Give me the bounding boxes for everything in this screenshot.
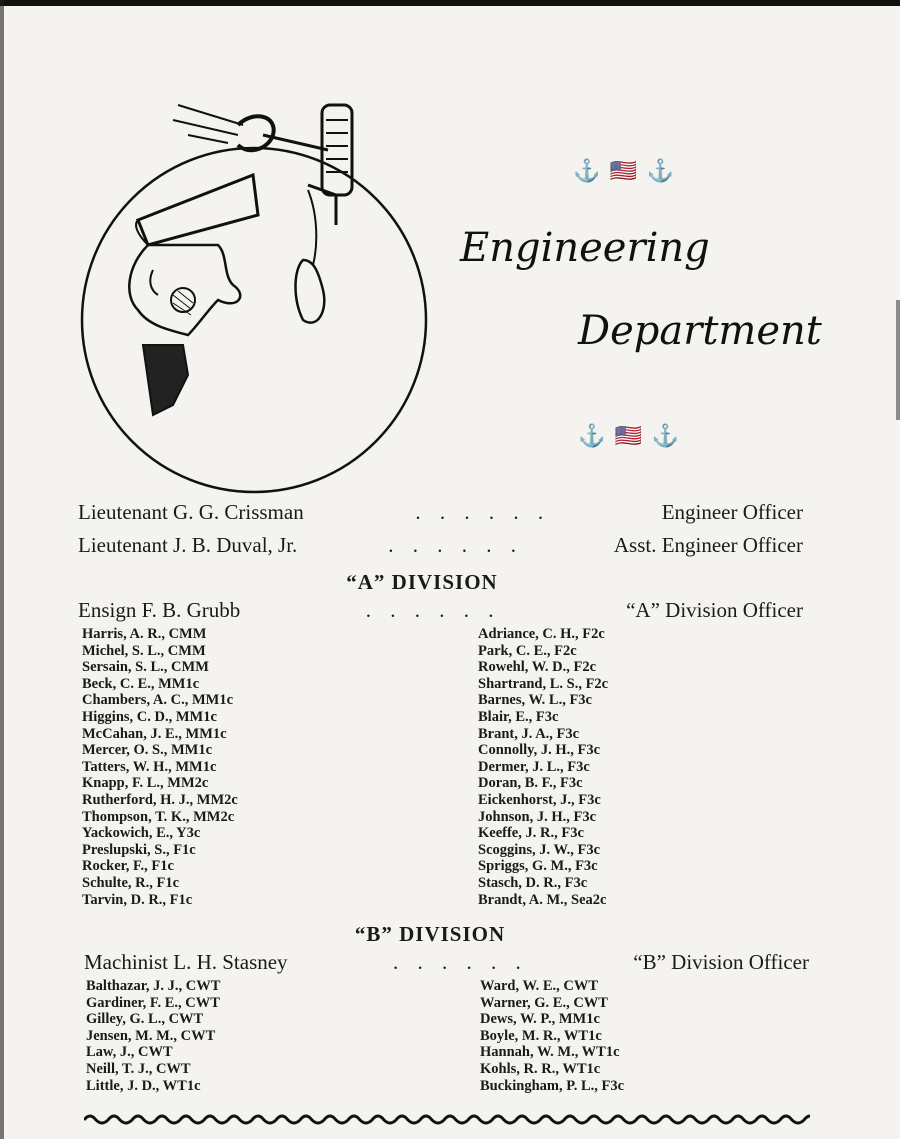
roster-entry: Law, J., CWT — [86, 1044, 173, 1061]
division-b-roster-left — [86, 978, 220, 1094]
roster-entry: Rutherford, H. J., MM2c — [82, 791, 238, 808]
roster-entry: Warner, G. E., CWT — [480, 994, 608, 1011]
officer-name: Lieutenant J. B. Duval, Jr. — [78, 533, 298, 557]
roster-entry: Tarvin, D. R., F1c — [82, 891, 193, 908]
roster-entry: Doran, B. F., F3c — [478, 775, 583, 792]
officer-role: “B” Division Officer — [633, 950, 809, 974]
roster-entry: Buckingham, P. L., F3c — [480, 1077, 625, 1094]
roster-entry: Eickenhorst, J., F3c — [478, 791, 601, 808]
officer-role: “A” Division Officer — [626, 598, 803, 622]
officer-role: Engineer Officer — [661, 500, 803, 524]
roster-entry: Hannah, W. M., WT1c — [480, 1044, 620, 1061]
roster-entry: Park, C. E., F2c — [478, 642, 577, 659]
roster-entry: Jensen, M. M., CWT — [86, 1027, 216, 1044]
roster-entry: Schulte, R., F1c — [82, 874, 180, 891]
roster-entry: Brant, J. A., F3c — [478, 725, 580, 742]
roster-entry: Knapp, F. L., MM2c — [82, 775, 209, 792]
flag-anchor-ornament-bottom: ⚓ 🇺🇸 ⚓ — [578, 423, 682, 448]
roster-entry: Keeffe, J. R., F3c — [478, 825, 584, 842]
division-b-roster-right — [480, 978, 624, 1094]
roster-entry: Dews, W. P., MM1c — [480, 1011, 600, 1028]
leader-dots: . . . . . . — [393, 950, 528, 974]
roster-entry: Barnes, W. L., F3c — [478, 692, 592, 709]
roster-entry: Michel, S. L., CMM — [82, 642, 206, 659]
roster-entry: Gardiner, F. E., CWT — [86, 994, 220, 1011]
division-a-officer — [78, 596, 803, 624]
roster-entry: Chambers, A. C., MM1c — [82, 692, 234, 709]
division-b-officer — [84, 948, 809, 976]
roster-entry: Boyle, M. R., WT1c — [480, 1027, 602, 1044]
roster-entry: Gilley, G. L., CWT — [86, 1011, 204, 1028]
title-department: Department — [578, 308, 822, 354]
roster-entry: Scoggins, J. W., F3c — [478, 841, 601, 858]
officer-role: Asst. Engineer Officer — [613, 533, 803, 557]
wavy-divider — [84, 1108, 810, 1128]
roster-entry: Tatters, W. H., MM1c — [82, 758, 217, 775]
roster-entry: Preslupski, S., F1c — [82, 841, 196, 858]
roster-entry: Shartrand, L. S., F2c — [478, 675, 609, 692]
roster-entry: Yackowich, E., Y3c — [82, 825, 201, 842]
roster-entry: Rocker, F., F1c — [82, 858, 174, 875]
roster-entry: Neill, T. J., CWT — [86, 1060, 191, 1077]
page-edge-right — [896, 300, 900, 420]
roster-entry: Blair, E., F3c — [478, 708, 559, 725]
roster-entry: Sersain, S. L., CMM — [82, 659, 209, 676]
roster-entry: Mercer, O. S., MM1c — [82, 742, 213, 759]
flag-anchor-ornament-top: ⚓ 🇺🇸 ⚓ — [573, 158, 677, 183]
leader-dots: . . . . . . — [388, 533, 523, 557]
roster-entry: Spriggs, G. M., F3c — [478, 858, 598, 875]
leader-dots: . . . . . . — [365, 598, 501, 622]
leader-dots: . . . . . . — [415, 500, 551, 524]
roster-entry: Little, J. D., WT1c — [86, 1077, 201, 1094]
title-engineering: Engineering — [460, 225, 710, 271]
roster-entry: Higgins, C. D., MM1c — [82, 708, 217, 725]
division-a-roster-right — [478, 626, 608, 908]
page-edge-top — [0, 0, 900, 6]
roster-entry: Rowehl, W. D., F2c — [478, 659, 597, 676]
officer-name: Lieutenant G. G. Crissman — [78, 500, 304, 524]
roster-entry: Balthazar, J. J., CWT — [86, 978, 221, 994]
roster-entry: Dermer, J. L., F3c — [478, 758, 590, 775]
division-b-heading: “B” DIVISION — [354, 922, 506, 946]
roster-entry: Thompson, T. K., MM2c — [82, 808, 235, 825]
roster-entry: Harris, A. R., CMM — [82, 626, 207, 642]
officer-engineer — [78, 498, 803, 526]
division-a-heading: “A” DIVISION — [346, 570, 498, 594]
division-a-roster-left — [82, 626, 238, 908]
roster-entry: Adriance, C. H., F2c — [478, 626, 605, 642]
roster-entry: Stasch, D. R., F3c — [478, 874, 588, 891]
roster-entry: McCahan, J. E., MM1c — [82, 725, 227, 742]
officer-name: Ensign F. B. Grubb — [78, 598, 241, 622]
sailor-emblem-illustration — [78, 95, 438, 495]
roster-entry: Brandt, A. M., Sea2c — [478, 891, 607, 908]
roster-entry: Kohls, R. R., WT1c — [480, 1060, 601, 1077]
roster-entry: Connolly, J. H., F3c — [478, 742, 601, 759]
officer-name: Machinist L. H. Stasney — [84, 950, 288, 974]
roster-entry: Johnson, J. H., F3c — [478, 808, 597, 825]
roster-entry: Beck, C. E., MM1c — [82, 675, 200, 692]
officer-asst-engineer — [78, 531, 803, 559]
roster-entry: Ward, W. E., CWT — [480, 978, 599, 994]
